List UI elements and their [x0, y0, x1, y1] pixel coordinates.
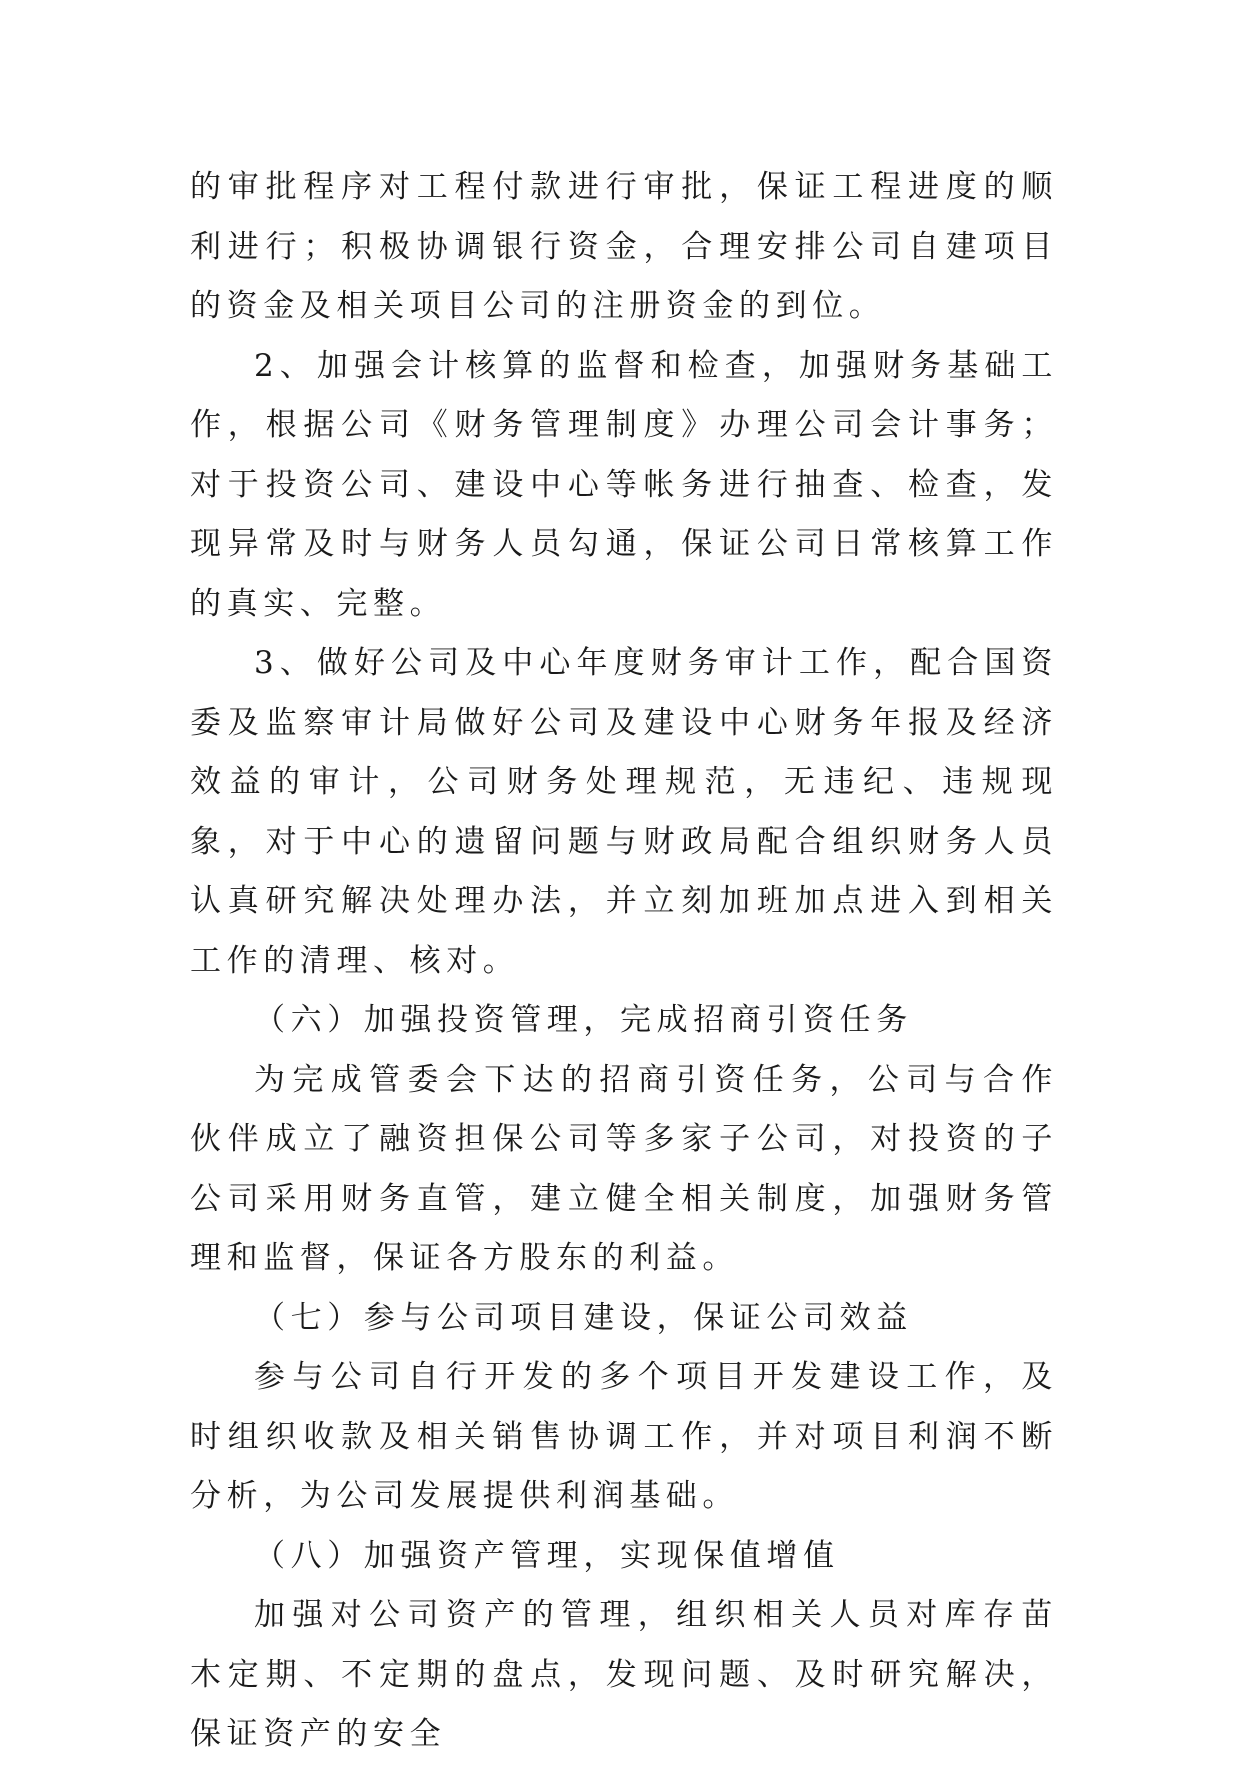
section-heading-projects: （七）参与公司项目建设，保证公司效益	[254, 1299, 913, 1336]
paragraph-assets: 加强对公司资产的管理，组织相关人员对库存苗木定期、不定期的盘点，发现问题、及时研究解决，保证资产的安全	[190, 1597, 1058, 1752]
paragraph-investment: 为完成管委会下达的招商引资任务，公司与合作伙伴成立了融资担保公司等多家子公司，对投资的子公司采用财务直管，建立健全相关制度，加强财务管理和监督，保证各方股东的利益。	[190, 1061, 1058, 1276]
paragraph-projects: 参与公司自行开发的多个项目开发建设工作，及时组织收款及相关销售协调工作，并对项目利润不断分析，为公司发展提供利润基础。	[190, 1359, 1058, 1514]
paragraph-annual-audit: 3、做好公司及中心年度财务审计工作，配合国资委及监察审计局做好公司及建设中心财务年报及经济效益的审计，公司财务处理规范，无违纪、违规现象，对于中心的遗留问题与财政局配合组织财务人员认真研究解决处理办法，并立刻加班加点进入到相关工作的清理、核对。	[190, 645, 1058, 979]
section-heading-assets: （八）加强资产管理，实现保值增值	[254, 1537, 840, 1574]
section-heading-investment: （六）加强投资管理，完成招商引资任务	[254, 1002, 913, 1038]
document-body	[190, 158, 1058, 1765]
paragraph-accounting-supervision: 2、加强会计核算的监督和检查，加强财务基础工作，根据公司《财务管理制度》办理公司会计事务；对于投资公司、建设中心等帐务进行抽查、检查，发现异常及时与财务人员勾通，保证公司日常核算工作的真实、完整。	[190, 347, 1058, 622]
paragraph-continuation: 的审批程序对工程付款进行审批，保证工程进度的顺利进行；积极协调银行资金，合理安排公司自建项目的资金及相关项目公司的注册资金的到位。	[190, 169, 1058, 324]
